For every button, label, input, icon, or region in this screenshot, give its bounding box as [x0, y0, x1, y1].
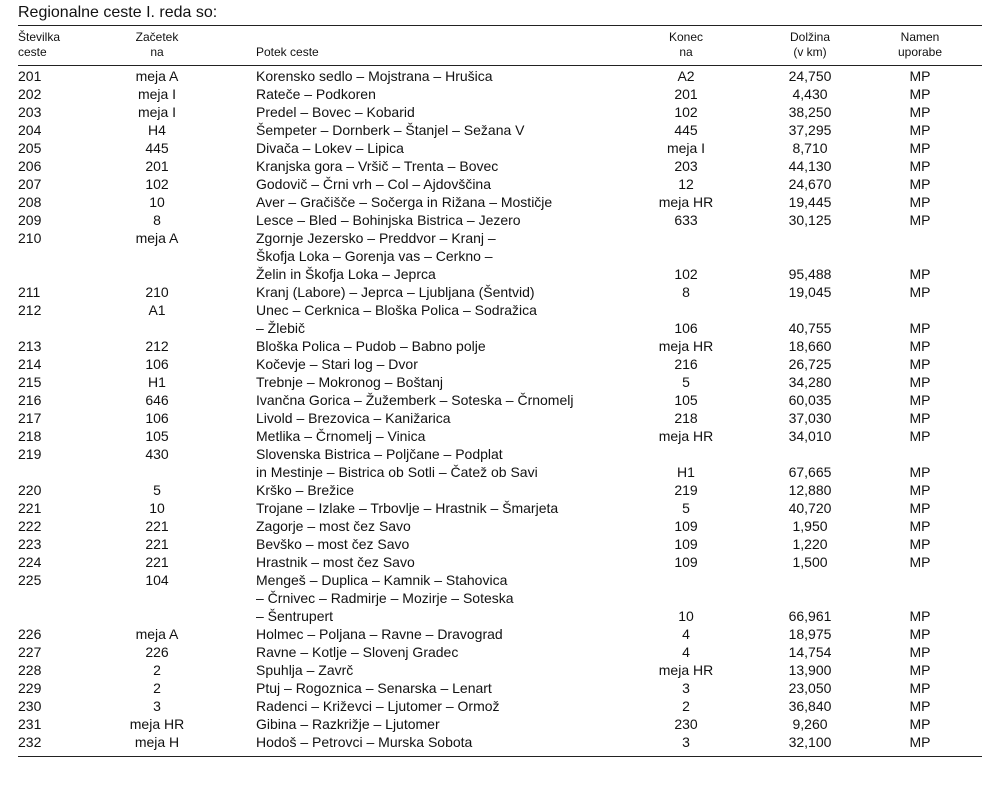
bottom-rule: [18, 756, 982, 757]
table-row: [0, 481, 990, 499]
table-row: [0, 409, 990, 427]
header-use: Namen uporabe: [897, 30, 943, 59]
road-number: 203: [18, 104, 42, 120]
table-row: [0, 391, 990, 409]
road-length: 95,488: [788, 266, 832, 282]
table-row: [0, 175, 990, 193]
table-row: [0, 661, 990, 679]
road-end: meja HR: [658, 662, 714, 678]
road-end: 633: [674, 212, 698, 228]
road-length: 24,750: [788, 68, 832, 84]
road-length: 34,280: [788, 374, 832, 390]
road-number: 209: [18, 212, 42, 228]
road-start: 10: [149, 194, 165, 210]
road-route: Želin in Škofja Loka – Jeprca: [256, 266, 436, 282]
road-route: Ptuj – Rogoznica – Senarska – Lenart: [256, 680, 492, 696]
road-end: 230: [674, 716, 698, 732]
road-route: Mengeš – Duplica – Kamnik – Stahovica: [256, 572, 508, 588]
page-title: Regionalne ceste I. reda so:: [18, 4, 218, 21]
road-end: meja HR: [658, 428, 714, 444]
road-start: meja A: [135, 230, 179, 246]
road-end: 102: [674, 104, 698, 120]
road-use: MP: [909, 734, 931, 750]
table-row: [0, 733, 990, 751]
road-use: MP: [909, 176, 931, 192]
road-start: 445: [145, 140, 169, 156]
road-start: 2: [153, 680, 161, 696]
road-use: MP: [909, 212, 931, 228]
road-end: 5: [682, 500, 690, 516]
table-row: [0, 643, 990, 661]
road-length: 1,500: [792, 554, 828, 570]
table-row: [0, 103, 990, 121]
road-number: 201: [18, 68, 42, 84]
road-end: 3: [682, 680, 690, 696]
table-row: [0, 355, 990, 373]
road-number: 230: [18, 698, 42, 714]
table-row: [0, 157, 990, 175]
road-route: Šempeter – Dornberk – Štanjel – Sežana V: [256, 122, 525, 138]
road-route: Trebnje – Mokronog – Boštanj: [256, 374, 444, 390]
road-number: 220: [18, 482, 42, 498]
road-use: MP: [909, 338, 931, 354]
road-length: 66,961: [788, 608, 832, 624]
road-start: meja A: [135, 626, 179, 642]
road-length: 60,035: [788, 392, 832, 408]
road-number: 216: [18, 392, 42, 408]
road-route: Ivančna Gorica – Žužemberk – Soteska – Črnomelj: [256, 392, 574, 408]
road-use: MP: [909, 518, 931, 534]
road-number: 206: [18, 158, 42, 174]
road-number: 226: [18, 626, 42, 642]
road-number: 222: [18, 518, 42, 534]
road-length: 9,260: [792, 716, 828, 732]
table-row: [0, 283, 990, 301]
road-use: MP: [909, 194, 931, 210]
road-end: 105: [674, 392, 698, 408]
road-use: MP: [909, 662, 931, 678]
road-start: meja I: [137, 104, 177, 120]
road-use: MP: [909, 698, 931, 714]
road-route: – Šentrupert: [256, 608, 334, 624]
road-start: 3: [153, 698, 161, 714]
road-use: MP: [909, 374, 931, 390]
road-start: meja HR: [129, 716, 185, 732]
road-end: 12: [678, 176, 694, 192]
road-number: 202: [18, 86, 42, 102]
road-start: H4: [148, 122, 166, 138]
road-length: 44,130: [788, 158, 832, 174]
road-length: 4,430: [792, 86, 828, 102]
road-route: Divača – Lokev – Lipica: [256, 140, 404, 156]
road-route: Metlika – Črnomelj – Vinica: [256, 428, 426, 444]
road-number: 210: [18, 230, 42, 246]
table-row: [0, 139, 990, 157]
road-route: Bloška Polica – Pudob – Babno polje: [256, 338, 486, 354]
road-end: meja HR: [658, 338, 714, 354]
table-row: [0, 121, 990, 139]
road-start: meja A: [135, 68, 179, 84]
road-use: MP: [909, 464, 931, 480]
road-route: Rateče – Podkoren: [256, 86, 376, 102]
road-use: MP: [909, 428, 931, 444]
road-start: meja I: [137, 86, 177, 102]
header-road-number: Številka ceste: [18, 30, 61, 59]
road-length: 36,840: [788, 698, 832, 714]
road-use: MP: [909, 680, 931, 696]
road-number: 212: [18, 302, 42, 318]
road-length: 30,125: [788, 212, 832, 228]
road-number: 232: [18, 734, 42, 750]
road-number: 214: [18, 356, 42, 372]
road-route: Kočevje – Stari log – Dvor: [256, 356, 418, 372]
road-route: – Črnivec – Radmirje – Mozirje – Soteska: [256, 590, 514, 606]
road-route: Zagorje – most čez Savo: [256, 518, 411, 534]
road-route: Kranj (Labore) – Jeprca – Ljubljana (Šentvid): [256, 284, 535, 300]
road-route: Korensko sedlo – Mojstrana – Hrušica: [256, 68, 493, 84]
road-end: 218: [674, 410, 698, 426]
road-use: MP: [909, 68, 931, 84]
road-use: MP: [909, 356, 931, 372]
table-row: [0, 301, 990, 337]
road-start: meja H: [134, 734, 180, 750]
road-length: 13,900: [788, 662, 832, 678]
table-row: [0, 715, 990, 733]
table-row: [0, 85, 990, 103]
road-number: 224: [18, 554, 42, 570]
road-number: 228: [18, 662, 42, 678]
road-length: 19,445: [788, 194, 832, 210]
road-number: 207: [18, 176, 42, 192]
road-end: 4: [682, 644, 690, 660]
road-end: 445: [674, 122, 698, 138]
road-number: 211: [18, 284, 41, 300]
header-start: Začetek na: [135, 30, 179, 59]
table-row: [0, 193, 990, 211]
road-use: MP: [909, 608, 931, 624]
road-length: 12,880: [788, 482, 832, 498]
road-start: 201: [145, 158, 169, 174]
road-start: A1: [148, 302, 166, 318]
table-row: [0, 211, 990, 229]
road-end: 106: [674, 320, 698, 336]
road-use: MP: [909, 284, 931, 300]
road-use: MP: [909, 392, 931, 408]
road-route: – Žlebič: [256, 320, 306, 336]
road-start: 102: [145, 176, 169, 192]
road-end: 10: [678, 608, 694, 624]
table-row: [0, 571, 990, 625]
road-route: Zgornje Jezersko – Preddvor – Kranj –: [256, 230, 496, 246]
road-use: MP: [909, 410, 931, 426]
road-start: 430: [145, 446, 169, 462]
road-number: 204: [18, 122, 42, 138]
road-length: 67,665: [788, 464, 832, 480]
road-use: MP: [909, 482, 931, 498]
road-length: 26,725: [788, 356, 832, 372]
road-length: 8,710: [792, 140, 828, 156]
road-route: Hrastnik – most čez Savo: [256, 554, 415, 570]
road-route: Spuhlja – Zavrč: [256, 662, 354, 678]
road-route: Holmec – Poljana – Ravne – Dravograd: [256, 626, 503, 642]
road-use: MP: [909, 86, 931, 102]
road-number: 215: [18, 374, 42, 390]
road-use: MP: [909, 500, 931, 516]
road-end: A2: [677, 68, 695, 84]
road-end: 4: [682, 626, 690, 642]
road-route: Kranjska gora – Vršič – Trenta – Bovec: [256, 158, 499, 174]
road-length: 32,100: [788, 734, 832, 750]
road-route: Radenci – Križevci – Ljutomer – Ormož: [256, 698, 500, 714]
header-rule: [18, 65, 982, 66]
road-number: 225: [18, 572, 42, 588]
road-start: 104: [145, 572, 169, 588]
road-length: 34,010: [788, 428, 832, 444]
road-use: MP: [909, 536, 931, 552]
road-use: MP: [909, 320, 931, 336]
road-number: 219: [18, 446, 42, 462]
road-length: 40,755: [788, 320, 832, 336]
road-start: 221: [145, 554, 169, 570]
road-length: 40,720: [788, 500, 832, 516]
road-start: 221: [145, 518, 169, 534]
road-start: 2: [153, 662, 161, 678]
road-end: 8: [682, 284, 690, 300]
road-route: Predel – Bovec – Kobarid: [256, 104, 415, 120]
table-row: [0, 67, 990, 85]
road-end: meja I: [666, 140, 706, 156]
road-start: 646: [145, 392, 169, 408]
road-number: 223: [18, 536, 42, 552]
road-number: 229: [18, 680, 42, 696]
road-start: 221: [145, 536, 169, 552]
table-row: [0, 535, 990, 553]
road-number: 218: [18, 428, 42, 444]
road-route: Bevško – most čez Savo: [256, 536, 410, 552]
road-end: 3: [682, 734, 690, 750]
road-use: MP: [909, 626, 931, 642]
road-length: 19,045: [788, 284, 832, 300]
road-route: Aver – Gračišče – Sočerga in Rižana – Mostičje: [256, 194, 553, 210]
road-route: Livold – Brezovica – Kanižarica: [256, 410, 451, 426]
road-route: Gibina – Razkrižje – Ljutomer: [256, 716, 440, 732]
road-start: 10: [149, 500, 165, 516]
road-number: 208: [18, 194, 42, 210]
road-route: in Mestinje – Bistrica ob Sotli – Čatež ob Savi: [256, 464, 538, 480]
road-route: Škofja Loka – Gorenja vas – Cerkno –: [256, 248, 493, 264]
road-length: 18,660: [788, 338, 832, 354]
road-use: MP: [909, 716, 931, 732]
table-row: [0, 337, 990, 355]
road-number: 231: [18, 716, 42, 732]
road-route: Krško – Brežice: [256, 482, 355, 498]
road-start: 5: [153, 482, 161, 498]
road-end: 203: [674, 158, 698, 174]
header-end: Konec na: [668, 30, 704, 59]
road-end: 102: [674, 266, 698, 282]
road-route: Hodoš – Petrovci – Murska Sobota: [256, 734, 473, 750]
road-end: 109: [674, 536, 698, 552]
table-row: [0, 697, 990, 715]
header-route: Potek ceste: [256, 45, 319, 59]
road-start: 105: [145, 428, 169, 444]
top-rule: [18, 25, 982, 26]
road-number: 227: [18, 644, 42, 660]
road-start: 106: [145, 356, 169, 372]
road-route: Lesce – Bled – Bohinjska Bistrica – Jezero: [256, 212, 521, 228]
table-row: [0, 229, 990, 283]
road-number: 217: [18, 410, 42, 426]
table-row: [0, 373, 990, 391]
road-length: 24,670: [788, 176, 832, 192]
road-end: H1: [677, 464, 695, 480]
road-length: 37,030: [788, 410, 832, 426]
road-route: Trojane – Izlake – Trbovlje – Hrastnik – Šmarjeta: [256, 500, 559, 516]
road-length: 37,295: [788, 122, 832, 138]
road-route: Unec – Cerknica – Bloška Polica – Sodražica: [256, 302, 537, 318]
header-length: Dolžina (v km): [789, 30, 831, 59]
road-end: 2: [682, 698, 690, 714]
road-use: MP: [909, 140, 931, 156]
table-row: [0, 499, 990, 517]
table-row: [0, 553, 990, 571]
table-row: [0, 445, 990, 481]
road-length: 1,220: [792, 536, 828, 552]
road-use: MP: [909, 266, 931, 282]
table-row: [0, 427, 990, 445]
road-start: 210: [145, 284, 169, 300]
road-number: 205: [18, 140, 42, 156]
road-length: 38,250: [788, 104, 832, 120]
road-use: MP: [909, 554, 931, 570]
table-row: [0, 517, 990, 535]
road-route: Ravne – Kotlje – Slovenj Gradec: [256, 644, 459, 660]
road-length: 1,950: [792, 518, 828, 534]
table-row: [0, 625, 990, 643]
road-length: 14,754: [788, 644, 832, 660]
road-use: MP: [909, 122, 931, 138]
road-end: meja HR: [658, 194, 714, 210]
table-row: [0, 679, 990, 697]
road-number: 213: [18, 338, 42, 354]
road-number: 221: [18, 500, 42, 516]
road-start: 106: [145, 410, 169, 426]
road-start: 226: [145, 644, 169, 660]
road-end: 109: [674, 518, 698, 534]
road-length: 23,050: [788, 680, 832, 696]
road-start: 8: [153, 212, 161, 228]
road-start: 212: [145, 338, 169, 354]
road-use: MP: [909, 644, 931, 660]
road-route: Slovenska Bistrica – Poljčane – Podplat: [256, 446, 503, 462]
road-end: 5: [682, 374, 690, 390]
road-end: 216: [674, 356, 698, 372]
road-use: MP: [909, 158, 931, 174]
road-end: 219: [674, 482, 698, 498]
road-start: H1: [148, 374, 166, 390]
road-end: 109: [674, 554, 698, 570]
road-length: 18,975: [788, 626, 832, 642]
road-use: MP: [909, 104, 931, 120]
road-end: 201: [674, 86, 698, 102]
road-route: Godovič – Črni vrh – Col – Ajdovščina: [256, 176, 491, 192]
